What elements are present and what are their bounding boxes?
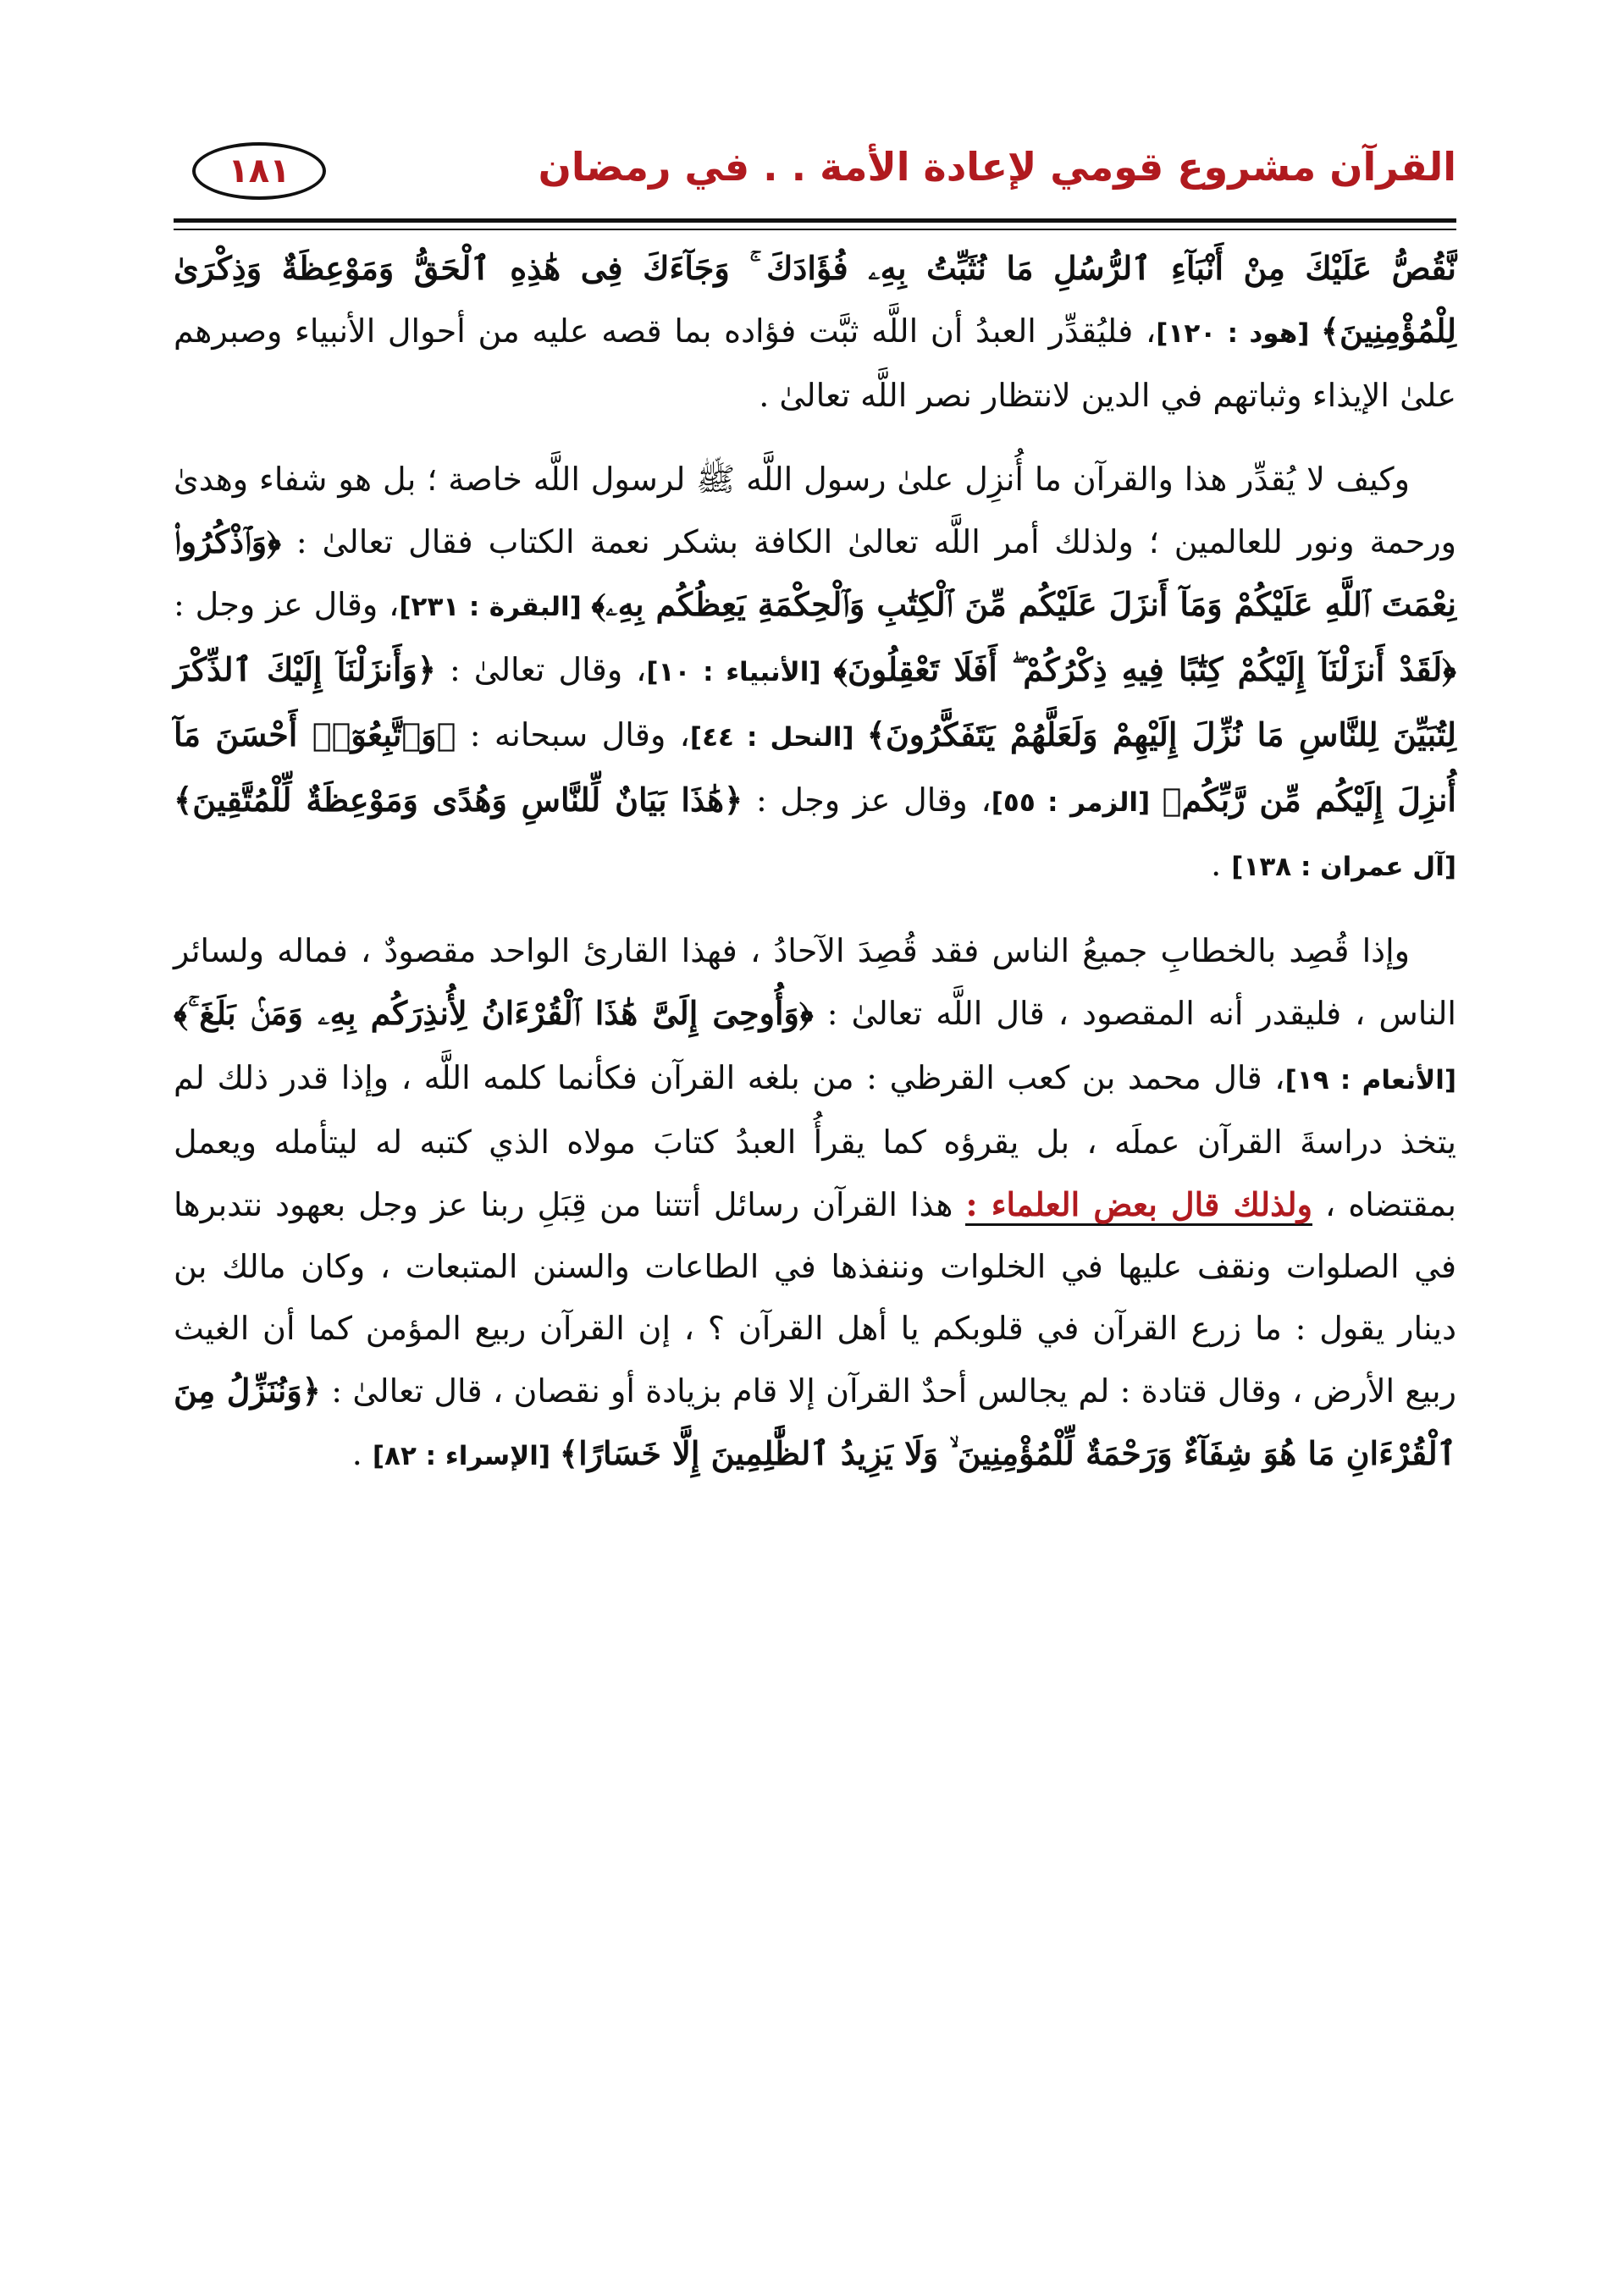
verse-reference: [هود : ١٢٠] xyxy=(1156,318,1321,349)
body-text: . xyxy=(1211,846,1232,883)
body-text: ، وقال سبحانه : xyxy=(456,716,690,753)
quran-verse: ﴿وَأَنزَلْنَآ إِلَيْكَ ٱلذِّكْرَ لِتُبَيِّنَ لِلنَّاسِ مَا نُزِّلَ إِلَيْهِمْ وَلَعَلَّهُمْ يَتَفَكَّرُونَ﴾ xyxy=(174,650,1456,753)
paragraph-p3 xyxy=(174,920,1456,1487)
paragraph-p2 xyxy=(174,449,1456,898)
paragraph-p1 xyxy=(174,237,1456,427)
verse-reference: [البقرة : ٢٣١] xyxy=(399,592,592,622)
running-title: القرآن مشروع قومي لإعادة الأمة . . في رمضان xyxy=(538,144,1456,190)
verse-reference: [الأنعام : ١٩] xyxy=(1284,1065,1457,1096)
page-number: ١٨١ xyxy=(192,142,326,200)
quran-verse: ﴿وَنُنَزِّلُ مِنَ ٱلْقُرْءَانِ مَا هُوَ شِفَآءٌ وَرَحْمَةٌ لِّلْمُؤْمِنِينَ ۙ وَلَا يَزِيدُ ٱلظَّٰلِمِينَ إِلَّا خَسَارًا﴾ xyxy=(174,1372,1456,1472)
quran-verse: ﴿وَأُوحِىَ إِلَىَّ هَٰذَا ٱلْقُرْءَانُ لِأُنذِرَكُم بِهِۦ وَمَنۢ بَلَغَ ۚ﴾ xyxy=(174,994,814,1032)
body-text: وإذا قُصِد بالخطابِ جميعُ الناس فقد قُصِدَ الآحادُ ، فهذا القارئ الواحد مقصودٌ ، فماله ولسائر الناس ، فليقدر أنه المقصود ، قال اللَّه تعالىٰ : xyxy=(174,932,1456,1032)
header-rule-thin xyxy=(174,229,1456,230)
quran-verse: ﴿هَٰذَا بَيَانٌ لِّلنَّاسِ وَهُدًى وَمَوْعِظَةٌ لِّلْمُتَّقِينَ﴾ xyxy=(174,781,743,819)
header-rule-thick xyxy=(174,218,1456,223)
body-text: وكيف لا يُقدِّر هذا والقرآن ما أُنزِل علىٰ رسول اللَّه ﷺ لرسول اللَّه خاصة ؛ بل هو شفاء وهدىٰ ورحمة ونور للعالمين ؛ ولذلك أمر اللَّه تعالىٰ الكافة بشكر نعمة الكتاب فقال تعالىٰ : xyxy=(174,461,1456,560)
main-text xyxy=(174,237,1456,1510)
verse-reference: [الزمر : ٥٥] xyxy=(991,787,1163,818)
page-header xyxy=(174,134,1456,227)
quran-verse: ﴿وَٱتَّبِعُوٓا۟ أَحْسَنَ مَآ أُنزِلَ إِلَيْكُم مِّن رَّبِّكُم﴾ xyxy=(174,715,1456,819)
verse-reference: [الإسراء : ٨٢] xyxy=(372,1441,560,1471)
verse-reference: [آل عمران : ١٣٨] xyxy=(1231,852,1456,882)
body-text: ، قال محمد بن كعب القرظي : من بلغه القرآن فكأنما كلمه اللَّه ، وإذا قدر ذلك لم يتخذ دراسةَ القرآن عملَه ، بل يقرؤه كما يقرأُ العبدُ كتابَ مولاه الذي كتبه له ليتأمله ويعمل بمقتضاه ، xyxy=(174,1059,1456,1223)
body-text: . xyxy=(351,1435,373,1472)
quran-verse: نَّقُصُّ عَلَيْكَ مِنْ أَنْبَآءِ ٱلرُّسُلِ مَا نُثَبِّتُ بِهِۦ فُؤَادَكَ ۚ وَجَآءَكَ فِى هَٰذِهِ ٱلْحَقُّ وَمَوْعِظَةٌ وَذِكْرَىٰ لِلْمُؤْمِنِينَ﴾ xyxy=(174,249,1457,350)
body-text: ، فليُقدِّر العبدُ أن اللَّه ثبَّت فؤاده بما قصه عليه من أحوال الأنبياء وصبرهم علىٰ الإيذاء وثباتهم في الدين لانتظار نصر اللَّه تعالىٰ . xyxy=(174,312,1456,414)
verse-reference: [الأنبياء : ١٠] xyxy=(646,657,834,687)
body-text: هذا القرآن رسائل أتتنا من قِبَلِ ربنا عز وجل بعهود نتدبرها في الصلوات ونقف عليها في الخلوات وننفذها في الطاعات والسنن المتبعات ، وكان مالك بن دينار يقول : ما زرع القرآن في قلوبكم يا أهل القرآن ؟ ، إن القرآن ربيع المؤمن كما أن الغيث ربيع الأرض ، وقال قتادة : لم يجالس أحدٌ القرآن إلا قام بزيادة أو نقصان ، قال تعالىٰ : xyxy=(174,1186,1456,1410)
body-text: ، وقال تعالىٰ : xyxy=(436,651,647,688)
quran-verse: ﴿لَقَدْ أَنزَلْنَآ إِلَيْكُمْ كِتَٰبًا فِيهِ ذِكْرُكُمْ ۖ أَفَلَا تَعْقِلُونَ﴾ xyxy=(833,650,1456,688)
highlighted-phrase: ولذلك قال بعض العلماء : xyxy=(965,1185,1312,1226)
body-text: ، وقال عز وجل : xyxy=(174,586,400,623)
quran-verse: ﴿وَٱذْكُرُوا۟ نِعْمَتَ ٱللَّهِ عَلَيْكُمْ وَمَآ أَنزَلَ عَلَيْكُم مِّنَ ٱلْكِتَٰبِ وَٱلْحِكْمَةِ يَعِظُكُم بِهِۦ﴾ xyxy=(174,522,1456,623)
body-text: ، وقال عز وجل : xyxy=(743,781,992,819)
verse-reference: [النحل : ٤٤] xyxy=(689,722,867,753)
